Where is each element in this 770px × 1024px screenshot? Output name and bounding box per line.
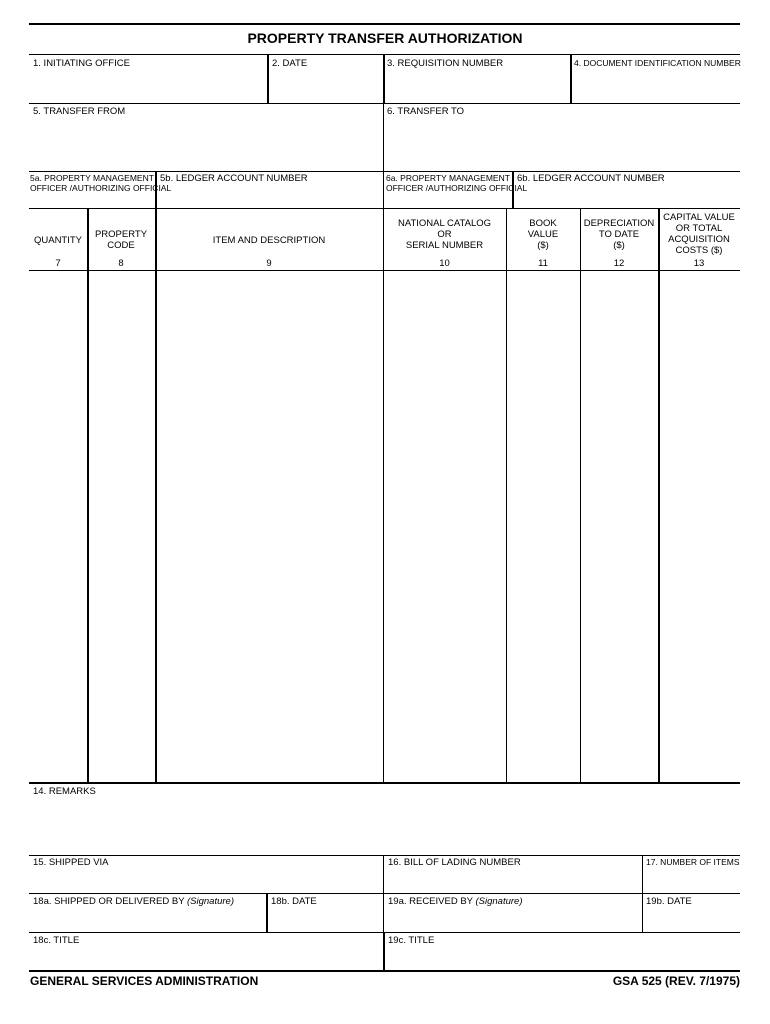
divider-f18c-f19c (383, 932, 385, 970)
received-by-signature-field[interactable] (388, 896, 522, 907)
column-header-depreciation: DEPRECIATION (583, 218, 655, 229)
shipped-by-signature-hint: (Signature) (187, 896, 234, 907)
requisition-number-field[interactable]: 3. REQUISITION NUMBER (387, 58, 504, 69)
date-field[interactable]: 2. DATE (272, 58, 308, 69)
column-header-property-code: PROPERTY (94, 229, 148, 240)
column-header-capital-value-line3: ACQUISITION (668, 234, 730, 245)
rule-table-bottom (29, 782, 740, 784)
column-header-capital-value-line4: COSTS ($) (675, 245, 723, 256)
divider-f3-f4 (570, 54, 572, 103)
form-title: PROPERTY TRANSFER AUTHORIZATION (247, 30, 523, 46)
received-by-signature-hint: (Signature) (475, 896, 523, 907)
divider-f18a-f18b (266, 893, 268, 932)
divider-f5b-f6a (383, 171, 384, 208)
shipper-title-field[interactable]: 18c. TITLE (33, 935, 80, 946)
received-date-field[interactable]: 19b. DATE (646, 896, 692, 907)
form-number: GSA 525 (REV. 7/1975) (612, 974, 740, 988)
column-number-11: 11 (538, 258, 548, 269)
column-number-10: 10 (439, 258, 450, 269)
number-of-items-field[interactable]: 17. NUMBER OF ITEMS (646, 857, 740, 867)
received-by-label: 19a. RECEIVED BY (388, 896, 476, 907)
column-header-quantity: QUANTITY (33, 235, 83, 246)
transfer-to-field[interactable]: 6. TRANSFER TO (387, 106, 465, 117)
column-header-item-description: ITEM AND DESCRIPTION (212, 235, 326, 246)
column-header-capital-value-line2: OR TOTAL (675, 223, 723, 234)
rule-remarks-bottom (29, 855, 740, 856)
column-header-depreciation-line2: TO DATE (598, 229, 640, 240)
column-header-book-value-line3: ($) (537, 240, 549, 251)
bill-of-lading-field[interactable]: 16. BILL OF LADING NUMBER (388, 857, 521, 868)
column-header-national-catalog: NATIONAL CATALOG (397, 218, 492, 229)
item-entry-area[interactable] (29, 271, 740, 781)
column-number-7: 7 (55, 258, 61, 269)
divider-f2-f3 (383, 54, 385, 103)
column-number-8: 8 (118, 258, 124, 269)
property-officer-from-field-line2: OFFICER /AUTHORIZING OFFICIAL (30, 183, 172, 193)
shipped-by-label: 18a. SHIPPED OR DELIVERED BY (33, 896, 187, 907)
initiating-office-field[interactable]: 1. INITIATING OFFICE (33, 58, 130, 69)
shipped-date-field[interactable]: 18b. DATE (271, 896, 317, 907)
divider-f18b-f19a (383, 893, 384, 932)
rule-bottom (29, 970, 740, 972)
divider-f1-f2 (267, 54, 269, 103)
property-officer-to-field[interactable]: 6a. PROPERTY MANAGEMENT (386, 173, 510, 183)
rule-row15-bottom (29, 893, 740, 894)
ledger-account-from-field[interactable]: 5b. LEDGER ACCOUNT NUMBER (160, 173, 308, 184)
transfer-from-field[interactable]: 5. TRANSFER FROM (33, 106, 126, 117)
agency-name: GENERAL SERVICES ADMINISTRATION (30, 974, 259, 988)
rule-row1-bottom (29, 103, 740, 104)
ledger-account-to-field[interactable]: 6b. LEDGER ACCOUNT NUMBER (517, 173, 665, 184)
column-header-book-value: BOOK (529, 218, 557, 229)
column-header-depreciation-line3: ($) (613, 240, 625, 251)
property-officer-from-field[interactable]: 5a. PROPERTY MANAGEMENT (30, 173, 154, 183)
column-number-9: 9 (266, 258, 272, 269)
column-number-12: 12 (613, 258, 625, 269)
rule-row3-bottom (29, 208, 740, 209)
column-header-property-code-line2: CODE (107, 240, 135, 251)
column-number-13: 13 (693, 258, 705, 269)
rule-row2-bottom (29, 171, 740, 172)
column-header-capital-value: CAPITAL VALUE (663, 212, 735, 223)
column-header-national-catalog-line2: OR (437, 229, 452, 240)
shipped-via-field[interactable]: 15. SHIPPED VIA (33, 857, 109, 868)
column-header-national-catalog-line3: SERIAL NUMBER (405, 240, 484, 251)
property-officer-to-field-line2: OFFICER /AUTHORIZING OFFICIAL (386, 183, 528, 193)
top-rule (29, 23, 740, 25)
receiver-title-field[interactable]: 19c. TITLE (388, 935, 435, 946)
document-identification-number-field[interactable]: 4. DOCUMENT IDENTIFICATION NUMBER (574, 58, 741, 68)
divider-f16-f17 (642, 855, 643, 893)
divider-f15-f16 (383, 855, 384, 893)
shipped-by-signature-field[interactable] (33, 896, 234, 907)
column-header-book-value-line2: VALUE (527, 229, 559, 240)
divider-f19a-f19b (642, 893, 643, 932)
divider-f5-f6 (383, 103, 384, 171)
remarks-field[interactable]: 14. REMARKS (33, 786, 96, 797)
